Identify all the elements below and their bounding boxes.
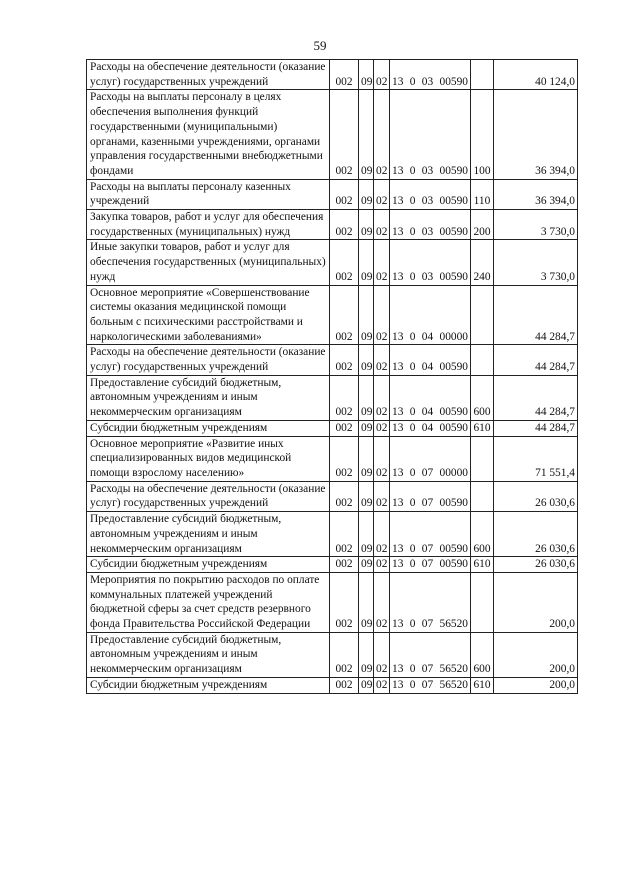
expense-type-cell: 610 <box>471 677 494 693</box>
table-row <box>87 240 578 285</box>
target-article-part: 0 <box>409 75 416 88</box>
expense-type-cell <box>471 436 494 481</box>
table-row <box>87 572 578 632</box>
expense-name-cell: Расходы на обеспечение деятельности (оказание услуг) государственных учреждений <box>87 481 330 511</box>
table-row <box>87 179 578 209</box>
amount-cell: 3 730,0 <box>494 210 578 240</box>
section-code-cell: 09 <box>359 210 374 240</box>
subsection-code-cell: 02 <box>374 557 390 573</box>
expense-type-cell: 600 <box>471 632 494 677</box>
target-article-cell <box>390 420 471 436</box>
target-article-part: 0 <box>409 678 416 691</box>
target-article-cell <box>390 572 471 632</box>
target-article-part: 03 <box>421 225 434 238</box>
table-row <box>87 345 578 375</box>
subsection-code-cell: 02 <box>374 285 390 345</box>
expense-name-cell: Субсидии бюджетным учреждениям <box>87 677 330 693</box>
table-row <box>87 210 578 240</box>
target-article-cell <box>390 240 471 285</box>
amount-cell: 71 551,4 <box>494 436 578 481</box>
target-article-part: 03 <box>421 195 434 208</box>
ministry-code-cell: 002 <box>330 557 359 573</box>
target-article-part: 13 <box>392 361 404 374</box>
expense-type-cell: 240 <box>471 240 494 285</box>
target-article-part: 07 <box>421 497 434 510</box>
target-article-cell <box>390 345 471 375</box>
amount-cell: 200,0 <box>494 677 578 693</box>
target-article-part: 07 <box>421 542 434 555</box>
target-article-part: 00590 <box>439 542 468 555</box>
target-article-part: 07 <box>421 678 434 691</box>
subsection-code-cell: 02 <box>374 677 390 693</box>
target-article-part: 00590 <box>439 421 468 434</box>
target-article-part: 0 <box>409 195 416 208</box>
target-article-cell <box>390 436 471 481</box>
expense-name-cell: Субсидии бюджетным учреждениям <box>87 420 330 436</box>
section-code-cell: 09 <box>359 481 374 511</box>
expense-name-cell: Закупка товаров, работ и услуг для обеспечения государственных (муниципальных) нужд <box>87 210 330 240</box>
table-row <box>87 60 578 90</box>
target-article-part: 00590 <box>439 497 468 510</box>
subsection-code-cell: 02 <box>374 436 390 481</box>
ministry-code-cell: 002 <box>330 179 359 209</box>
amount-cell: 200,0 <box>494 632 578 677</box>
expense-type-cell: 610 <box>471 557 494 573</box>
amount-cell: 26 030,6 <box>494 481 578 511</box>
target-article-part: 0 <box>409 330 416 343</box>
ministry-code-cell: 002 <box>330 572 359 632</box>
target-article-part: 13 <box>392 497 404 510</box>
target-article-cell <box>390 557 471 573</box>
amount-cell: 26 030,6 <box>494 557 578 573</box>
target-article-part: 07 <box>421 663 434 676</box>
expense-type-cell <box>471 285 494 345</box>
subsection-code-cell: 02 <box>374 572 390 632</box>
target-article-cell <box>390 512 471 557</box>
table-row <box>87 436 578 481</box>
target-article-part: 13 <box>392 195 404 208</box>
ministry-code-cell: 002 <box>330 481 359 511</box>
target-article-part: 0 <box>409 361 416 374</box>
target-article-part: 0 <box>409 497 416 510</box>
target-article-cell <box>390 632 471 677</box>
ministry-code-cell: 002 <box>330 345 359 375</box>
section-code-cell: 09 <box>359 677 374 693</box>
table-row <box>87 420 578 436</box>
target-article-part: 0 <box>409 225 416 238</box>
target-article-part: 0 <box>409 164 416 177</box>
ministry-code-cell: 002 <box>330 375 359 420</box>
target-article-part: 13 <box>392 330 404 343</box>
section-code-cell: 09 <box>359 436 374 481</box>
section-code-cell: 09 <box>359 345 374 375</box>
expense-name-cell: Предоставление субсидий бюджетным, автономным учреждениям и иным некоммерческим организациям <box>87 375 330 420</box>
expense-name-cell: Иные закупки товаров, работ и услуг для обеспечения государственных (муниципальных) нужд <box>87 240 330 285</box>
expense-type-cell: 110 <box>471 179 494 209</box>
target-article-part: 04 <box>421 361 434 374</box>
table-row <box>87 632 578 677</box>
target-article-cell <box>390 285 471 345</box>
section-code-cell: 09 <box>359 285 374 345</box>
expense-name-cell: Предоставление субсидий бюджетным, автономным учреждениям и иным некоммерческим организациям <box>87 512 330 557</box>
amount-cell: 200,0 <box>494 572 578 632</box>
target-article-part: 0 <box>409 466 416 479</box>
amount-cell: 44 284,7 <box>494 345 578 375</box>
target-article-part: 13 <box>392 225 404 238</box>
target-article-part: 56520 <box>439 678 468 691</box>
ministry-code-cell: 002 <box>330 512 359 557</box>
subsection-code-cell: 02 <box>374 481 390 511</box>
ministry-code-cell: 002 <box>330 285 359 345</box>
expense-name-cell: Расходы на обеспечение деятельности (оказание услуг) государственных учреждений <box>87 60 330 90</box>
amount-cell: 36 394,0 <box>494 179 578 209</box>
target-article-cell <box>390 60 471 90</box>
target-article-part: 04 <box>421 406 434 419</box>
expense-type-cell <box>471 60 494 90</box>
expense-name-cell: Предоставление субсидий бюджетным, автономным учреждениям и иным некоммерческим организациям <box>87 632 330 677</box>
section-code-cell: 09 <box>359 375 374 420</box>
table-row <box>87 512 578 557</box>
subsection-code-cell: 02 <box>374 240 390 285</box>
expense-type-cell <box>471 572 494 632</box>
target-article-part: 0 <box>409 663 416 676</box>
target-article-part: 13 <box>392 678 404 691</box>
target-article-cell <box>390 375 471 420</box>
target-article-part: 0 <box>409 558 416 571</box>
ministry-code-cell: 002 <box>330 420 359 436</box>
target-article-part: 04 <box>421 421 434 434</box>
budget-table <box>86 59 578 694</box>
target-article-part: 07 <box>421 558 434 571</box>
target-article-part: 13 <box>392 421 404 434</box>
subsection-code-cell: 02 <box>374 90 390 179</box>
target-article-part: 13 <box>392 558 404 571</box>
expense-type-cell <box>471 481 494 511</box>
amount-cell: 26 030,6 <box>494 512 578 557</box>
table-row <box>87 557 578 573</box>
target-article-part: 07 <box>421 618 434 631</box>
target-article-part: 13 <box>392 542 404 555</box>
expense-type-cell: 600 <box>471 512 494 557</box>
table-row <box>87 285 578 345</box>
section-code-cell: 09 <box>359 90 374 179</box>
subsection-code-cell: 02 <box>374 375 390 420</box>
target-article-part: 00590 <box>439 361 468 374</box>
table-row <box>87 375 578 420</box>
target-article-part: 00590 <box>439 195 468 208</box>
expense-type-cell <box>471 345 494 375</box>
subsection-code-cell: 02 <box>374 210 390 240</box>
section-code-cell: 09 <box>359 557 374 573</box>
target-article-part: 0 <box>409 542 416 555</box>
amount-cell: 44 284,7 <box>494 420 578 436</box>
ministry-code-cell: 002 <box>330 677 359 693</box>
target-article-cell <box>390 90 471 179</box>
expense-name-cell: Основное мероприятие «Развитие иных специализированных видов медицинской помощи взрослому населению» <box>87 436 330 481</box>
target-article-part: 56520 <box>439 618 468 631</box>
section-code-cell: 09 <box>359 512 374 557</box>
expense-type-cell: 200 <box>471 210 494 240</box>
section-code-cell: 09 <box>359 632 374 677</box>
table-row <box>87 90 578 179</box>
target-article-part: 00590 <box>439 406 468 419</box>
amount-cell: 44 284,7 <box>494 285 578 345</box>
section-code-cell: 09 <box>359 60 374 90</box>
target-article-part: 04 <box>421 330 434 343</box>
subsection-code-cell: 02 <box>374 179 390 209</box>
target-article-part: 00590 <box>439 558 468 571</box>
target-article-part: 00590 <box>439 164 468 177</box>
expense-name-cell: Мероприятия по покрытию расходов по оплате коммунальных платежей учреждений бюджетной сферы за счет средств резервного фонда Правительства Российской Федерации <box>87 572 330 632</box>
amount-cell: 44 284,7 <box>494 375 578 420</box>
target-article-part: 56520 <box>439 663 468 676</box>
target-article-part: 13 <box>392 663 404 676</box>
ministry-code-cell: 002 <box>330 60 359 90</box>
section-code-cell: 09 <box>359 420 374 436</box>
table-row <box>87 677 578 693</box>
target-article-part: 00000 <box>439 466 468 479</box>
target-article-cell <box>390 677 471 693</box>
page-number: 59 <box>313 38 327 53</box>
expense-type-cell: 610 <box>471 420 494 436</box>
target-article-part: 00590 <box>439 75 468 88</box>
amount-cell: 36 394,0 <box>494 90 578 179</box>
expense-name-cell: Основное мероприятие «Совершенствование системы оказания медицинской помощи больным с психическими расстройствами и наркологическими заболеваниями» <box>87 285 330 345</box>
expense-name-cell: Расходы на выплаты персоналу казенных учреждений <box>87 179 330 209</box>
expense-type-cell: 600 <box>471 375 494 420</box>
expense-name-cell: Субсидии бюджетным учреждениям <box>87 557 330 573</box>
target-article-part: 0 <box>409 618 416 631</box>
target-article-cell <box>390 481 471 511</box>
expense-name-cell: Расходы на выплаты персоналу в целях обеспечения выполнения функций государственными (муниципальными) органами, казенными учреждениями, органами управления государственными внебюджетными фондами <box>87 90 330 179</box>
ministry-code-cell: 002 <box>330 90 359 179</box>
amount-cell: 3 730,0 <box>494 240 578 285</box>
subsection-code-cell: 02 <box>374 420 390 436</box>
target-article-part: 13 <box>392 164 404 177</box>
target-article-part: 13 <box>392 75 404 88</box>
subsection-code-cell: 02 <box>374 60 390 90</box>
target-article-part: 13 <box>392 406 404 419</box>
subsection-code-cell: 02 <box>374 512 390 557</box>
target-article-part: 00000 <box>439 330 468 343</box>
target-article-part: 03 <box>421 270 434 283</box>
target-article-cell <box>390 210 471 240</box>
expense-type-cell: 100 <box>471 90 494 179</box>
ministry-code-cell: 002 <box>330 210 359 240</box>
target-article-part: 0 <box>409 270 416 283</box>
target-article-part: 00590 <box>439 225 468 238</box>
target-article-part: 07 <box>421 466 434 479</box>
amount-cell: 40 124,0 <box>494 60 578 90</box>
subsection-code-cell: 02 <box>374 345 390 375</box>
ministry-code-cell: 002 <box>330 632 359 677</box>
target-article-part: 13 <box>392 270 404 283</box>
ministry-code-cell: 002 <box>330 240 359 285</box>
target-article-part: 0 <box>409 421 416 434</box>
target-article-part: 00590 <box>439 270 468 283</box>
expense-name-cell: Расходы на обеспечение деятельности (оказание услуг) государственных учреждений <box>87 345 330 375</box>
table-row <box>87 481 578 511</box>
section-code-cell: 09 <box>359 179 374 209</box>
section-code-cell: 09 <box>359 240 374 285</box>
target-article-part: 13 <box>392 466 404 479</box>
target-article-part: 03 <box>421 75 434 88</box>
target-article-part: 13 <box>392 618 404 631</box>
target-article-cell <box>390 179 471 209</box>
target-article-part: 03 <box>421 164 434 177</box>
subsection-code-cell: 02 <box>374 632 390 677</box>
section-code-cell: 09 <box>359 572 374 632</box>
table-body <box>87 60 578 694</box>
target-article-part: 0 <box>409 406 416 419</box>
ministry-code-cell: 002 <box>330 436 359 481</box>
